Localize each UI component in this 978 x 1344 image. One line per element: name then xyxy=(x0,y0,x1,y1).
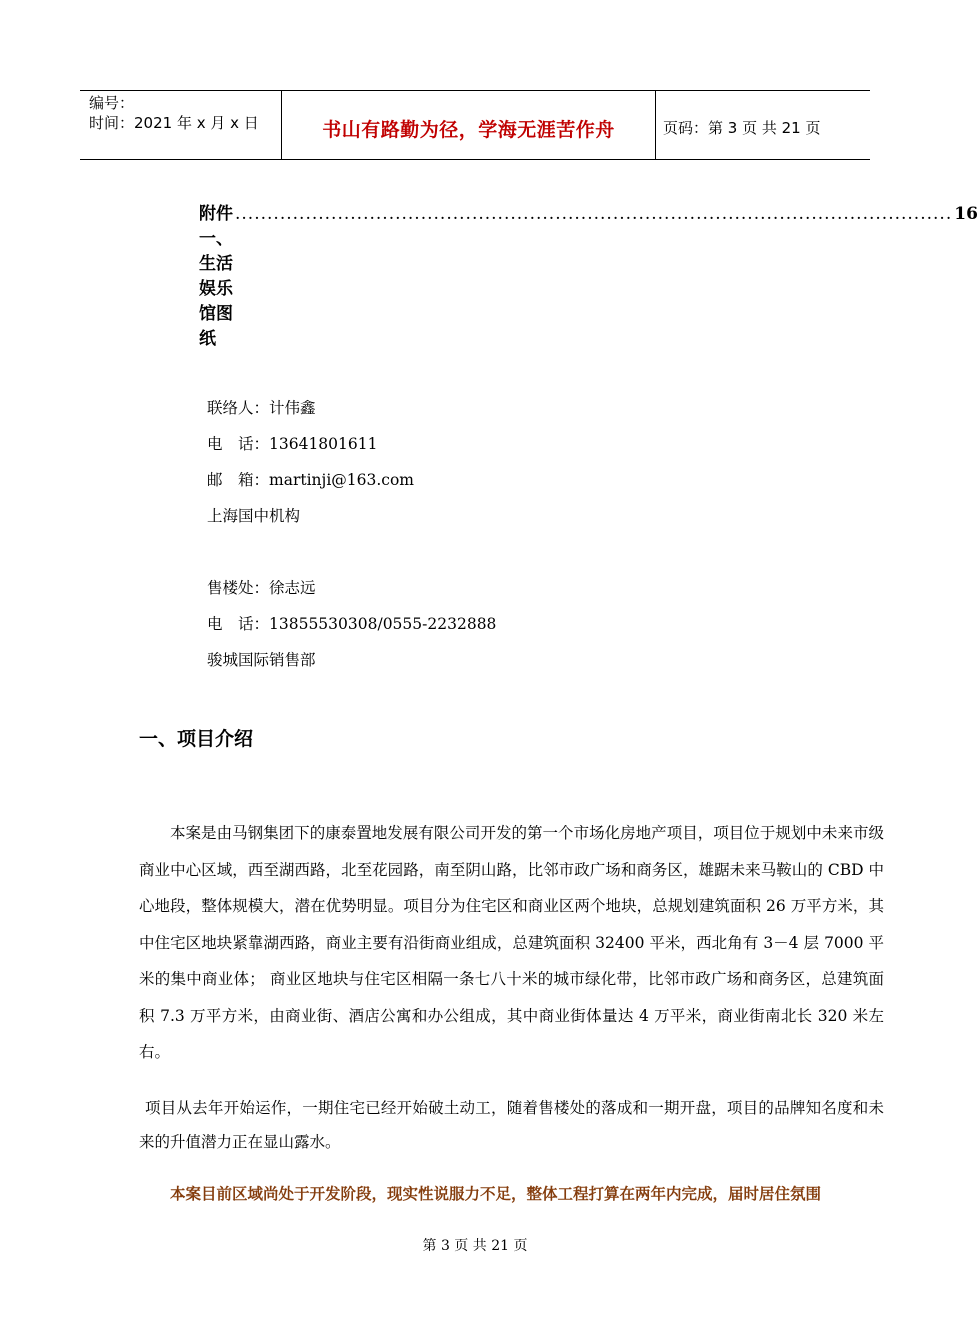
section-heading: 一、项目介绍 xyxy=(139,728,254,750)
toc-entry-page: 16 xyxy=(954,204,978,224)
page-footer: 第 3 页 共 21 页 xyxy=(422,1238,528,1254)
toc-leader-dots: ................................................................................................................ xyxy=(235,204,953,224)
contact-person: 联络人：计伟鑫 xyxy=(207,399,316,417)
header-meta-cell xyxy=(80,91,281,159)
document-date-label: 时间：2021 年 x 月 x 日 xyxy=(89,114,259,132)
contact-phone: 电 话：13641801611 xyxy=(207,435,378,453)
header-motto-cell xyxy=(281,91,656,159)
toc-entry-title: 附件一、生活娱乐馆图纸 xyxy=(199,204,233,349)
page-header xyxy=(80,90,870,160)
document-number-label: 编号： xyxy=(89,94,135,112)
header-page-info: 页码：第 3 页 共 21 页 xyxy=(663,119,821,137)
sales-office-contact: 售楼处：徐志远 xyxy=(207,579,316,597)
toc-entry[interactable] xyxy=(199,199,978,349)
project-progress-paragraph: 项目从去年开始运作，一期住宅已经开始破土动工，随着售楼处的落成和一期开盘，项目的品牌知名度和未来的升值潜力正在显山露水。 xyxy=(139,1099,884,1151)
sales-department: 骏城国际销售部 xyxy=(207,651,316,669)
contact-organization: 上海国中机构 xyxy=(207,507,301,525)
project-intro-paragraph: 本案是由马钢集团下的康泰置地发展有限公司开发的第一个市场化房地产项目，项目位于规划中未来市级商业中心区域，西至湖西路，北至花园路，南至阴山路，比邻市政广场和商务区，雄踞未来马鞍山的 CBD 中心地段，整体规模大，潜在优势明显。项目分为住宅区和商业区两个地块，总规划建筑面积 26 万平方米，其中住宅区地块紧靠湖西路，商业主要有沿街商业组成，总建筑面积 32400 平米，西北角有 3－4 层 7000 平米的集中商业体； 商业区地块与住宅区相隔一条七八十米的城市绿化带，比邻市政广场和商务区，总建筑面积 7.3 万平方米，由商业街、酒店公寓和办公组成，其中商业街体量达 4 万平米，商业街南北长 320 米左右。 xyxy=(139,824,884,1061)
highlight-paragraph: 本案目前区域尚处于开发阶段，现实性说服力不足，整体工程打算在两年内完成，届时居住氛围 xyxy=(170,1184,822,1203)
contact-email: 邮 箱：martinji@163.com xyxy=(207,471,415,489)
sales-office-phone: 电 话：13855530308/0555-2232888 xyxy=(207,615,497,633)
header-motto: 书山有路勤为径，学海无涯苦作舟 xyxy=(322,119,615,141)
header-page-cell xyxy=(655,91,870,159)
